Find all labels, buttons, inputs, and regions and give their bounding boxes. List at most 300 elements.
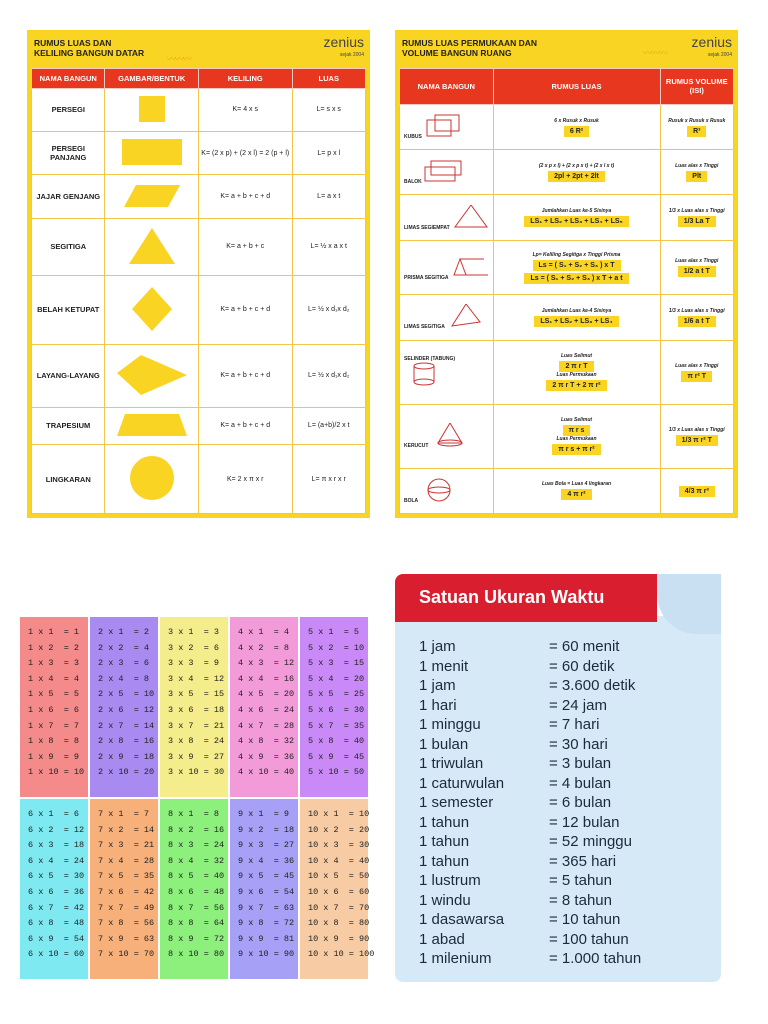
shape-name: PERSEGI PANJANG	[32, 131, 105, 174]
multiplication-row: 6 x 3 = 18	[28, 840, 85, 851]
time-units-title: Satuan Ukuran Waktu	[419, 587, 605, 607]
multiplication-table-3	[160, 617, 228, 797]
formula-box: π r² T	[681, 371, 712, 382]
circle-shape-icon	[105, 445, 199, 514]
flat-shapes-poster	[27, 30, 370, 518]
multiplication-row: 1 x 7 = 7	[28, 720, 80, 731]
parallelogram-shape-icon	[105, 175, 199, 218]
multiplication-table-5	[300, 617, 368, 797]
multiplication-table-4	[230, 617, 298, 797]
surface-formula-cell	[493, 104, 660, 149]
time-unit-name: 1 jam	[419, 638, 456, 655]
time-unit-row	[419, 716, 600, 733]
time-unit-value: = 60 menit	[549, 638, 620, 655]
multiplication-table-9	[230, 799, 298, 979]
table-row	[32, 175, 366, 218]
poster-title: RUMUS LUAS DAN KELILING BANGUN DATAR	[34, 38, 145, 58]
formula-box: 2 π r T + 2 π r²	[546, 380, 606, 391]
header-name: NAMA BANGUN	[400, 69, 494, 105]
poster-header	[395, 30, 738, 68]
brand-logo	[692, 36, 732, 62]
time-unit-row	[419, 638, 620, 655]
area-formula: L= ½ x a x t	[292, 218, 366, 275]
multiplication-row: 3 x 10 = 30	[168, 767, 225, 778]
table-header-row	[400, 69, 734, 105]
time-unit-name: 1 bulan	[419, 735, 469, 753]
multiplication-row: 9 x 2 = 18	[238, 824, 295, 835]
table-row	[32, 344, 366, 407]
rectangle-shape-icon	[105, 131, 199, 174]
multiplication-row: 2 x 4 = 8	[98, 673, 150, 684]
time-unit-name: 1 abad	[419, 930, 465, 948]
multiplication-row: 4 x 3 = 12	[238, 658, 295, 669]
table-row	[400, 195, 734, 240]
surface-formula-cell	[493, 150, 660, 195]
formula-note: 1/3 x Luas alas x Tinggi	[668, 307, 725, 314]
multiplication-row: 2 x 9 = 18	[98, 751, 155, 762]
time-unit-value: = 1.000 tahun	[549, 950, 642, 967]
multiplication-table-7	[90, 799, 158, 979]
solid-name: SELINDER (TABUNG)	[404, 356, 456, 363]
multiplication-row: 1 x 6 = 6	[28, 704, 80, 715]
table-row	[400, 340, 734, 404]
brand-logo	[324, 36, 364, 62]
multiplication-row: 3 x 8 = 24	[168, 736, 225, 747]
multiplication-row: 2 x 10 = 20	[98, 767, 155, 778]
multiplication-row: 2 x 6 = 12	[98, 704, 155, 715]
time-unit-value: = 7 hari	[549, 716, 600, 733]
multiplication-row: 4 x 8 = 32	[238, 736, 295, 747]
time-unit-value: = 100 tahun	[549, 930, 629, 948]
multiplication-row: 5 x 3 = 15	[308, 658, 365, 669]
multiplication-row: 4 x 7 = 28	[238, 720, 295, 731]
solid-name-cell	[400, 340, 494, 404]
time-unit-value: = 6 bulan	[549, 794, 612, 811]
multiplication-row: 8 x 6 = 48	[168, 886, 225, 897]
surface-formula-cell	[493, 340, 660, 404]
wave-decoration-icon: 〰〰〰	[167, 54, 192, 64]
multiplication-row: 3 x 5 = 15	[168, 689, 225, 700]
formula-box: 1/2 a t T	[678, 266, 716, 277]
volume-formula-cell	[660, 468, 733, 513]
formula-box: Plt	[686, 171, 707, 182]
time-unit-name: 1 jam	[419, 677, 456, 694]
solid-name: KERUCUT	[404, 443, 429, 450]
solid-name-cell	[400, 104, 494, 149]
time-unit-row	[419, 813, 620, 831]
multiplication-row: 7 x 7 = 49	[98, 902, 155, 913]
table-row	[32, 131, 366, 174]
time-unit-name: 1 semester	[419, 794, 494, 811]
brand-name: zenius	[691, 34, 732, 50]
multiplication-row: 7 x 5 = 35	[98, 871, 155, 882]
solid-name-cell	[400, 295, 494, 340]
multiplication-row: 6 x 5 = 30	[28, 871, 85, 882]
formula-note: Luas alas x Tinggi	[675, 162, 719, 169]
table-row	[400, 468, 734, 513]
multiplication-row: 7 x 3 = 21	[98, 840, 155, 851]
multiplication-row: 2 x 3 = 6	[98, 658, 150, 669]
multiplication-row: 1 x 9 = 9	[28, 751, 80, 762]
time-unit-row	[419, 852, 617, 870]
time-units-banner	[395, 574, 657, 622]
table-row	[32, 445, 366, 514]
multiplication-row: 5 x 9 = 45	[308, 751, 365, 762]
poster-header	[27, 30, 370, 68]
multiplication-row: 5 x 8 = 40	[308, 736, 365, 747]
multiplication-row: 9 x 7 = 63	[238, 902, 295, 913]
formula-note: Luas alas x Tinggi	[675, 362, 719, 369]
surface-formula-cell	[493, 195, 660, 240]
shape-name: BELAH KETUPAT	[32, 276, 105, 345]
multiplication-row: 8 x 3 = 24	[168, 840, 225, 851]
multiplication-row: 6 x 7 = 42	[28, 902, 85, 913]
time-unit-row	[419, 677, 636, 694]
table-row	[400, 104, 734, 149]
multiplication-row: 2 x 1 = 2	[98, 627, 150, 637]
rhombus-shape-icon	[105, 276, 199, 345]
multiplication-row: 7 x 10 = 70	[98, 949, 155, 960]
multiplication-row: 9 x 3 = 27	[238, 840, 295, 851]
multiplication-row: 3 x 2 = 6	[168, 642, 220, 653]
formula-note: Luas alas x Tinggi	[675, 258, 719, 265]
surface-formula-cell	[493, 295, 660, 340]
time-unit-value: = 3.600 detik	[549, 677, 636, 694]
time-unit-value: = 12 bulan	[549, 813, 620, 831]
time-unit-name: 1 tahun	[419, 833, 470, 850]
formula-note: Luas Permukaan	[556, 436, 597, 443]
kite-shape-icon	[105, 344, 199, 407]
time-unit-name: 1 caturwulan	[419, 774, 505, 792]
cone-icon	[430, 423, 470, 447]
multiplication-row: 9 x 10 = 90	[238, 949, 295, 960]
solid-name: BALOK	[404, 179, 422, 186]
formula-box: 1/6 a t T	[678, 316, 716, 327]
perimeter-formula: K= a + b + c + d	[198, 407, 292, 445]
triangle-shape-icon	[105, 218, 199, 275]
volume-formula-cell	[660, 150, 733, 195]
flat-shapes-table	[31, 68, 366, 514]
multiplication-row: 1 x 5 = 5	[28, 689, 80, 700]
time-unit-value: = 24 jam	[549, 696, 607, 714]
perimeter-formula: K= a + b + c + d	[198, 276, 292, 345]
multiplication-row: 7 x 9 = 63	[98, 933, 155, 944]
cuboid-icon	[423, 159, 463, 183]
multiplication-row: 6 x 10 = 60	[28, 949, 85, 960]
formula-box: 4 π r²	[561, 489, 591, 500]
time-unit-row	[419, 930, 629, 948]
time-unit-value: = 5 tahun	[549, 872, 612, 889]
header-volume: RUMUS VOLUME (ISI)	[660, 69, 733, 105]
multiplication-table-6	[20, 799, 88, 979]
shape-name: JAJAR GENJANG	[32, 175, 105, 218]
perimeter-formula: K= (2 x p) + (2 x l) = 2 (p + l)	[198, 131, 292, 174]
surface-formula-cell	[493, 240, 660, 295]
multiplication-table-2	[90, 617, 158, 797]
formula-box: 6 R²	[564, 126, 589, 137]
multiplication-row: 10 x 1 = 10	[308, 809, 370, 819]
multiplication-row: 3 x 6 = 18	[168, 704, 225, 715]
multiplication-row: 1 x 1 = 1	[28, 627, 80, 637]
table-row	[32, 88, 366, 131]
square-pyramid-icon	[451, 205, 491, 229]
time-unit-row	[419, 950, 642, 967]
formula-note: Luas Selimut	[560, 417, 593, 424]
sphere-icon	[419, 478, 459, 502]
multiplication-row: 9 x 1 = 9	[238, 809, 290, 819]
time-unit-value: = 8 tahun	[549, 891, 612, 909]
formula-note: 6 x Rusuk x Rusuk	[554, 117, 599, 124]
perimeter-formula: K= 4 x s	[198, 88, 292, 131]
multiplication-row: 7 x 6 = 42	[98, 886, 155, 897]
multiplication-row: 3 x 1 = 3	[168, 627, 220, 637]
time-unit-name: 1 hari	[419, 696, 457, 714]
table-header-row	[32, 69, 366, 89]
multiplication-row: 8 x 2 = 16	[168, 824, 225, 835]
area-formula: L= ½ x d₁x d₂	[292, 344, 366, 407]
table-row	[32, 218, 366, 275]
multiplication-table-1	[20, 617, 88, 797]
time-unit-name: 1 milenium	[419, 950, 492, 967]
brand-subtitle: sejak 2004	[707, 52, 732, 58]
formula-box: Ls = ( S₁ + S₂ + S₃ ) x T	[533, 260, 621, 271]
formula-note: 1/3 x Luas alas x Tinggi	[668, 426, 725, 433]
multiplication-row: 9 x 4 = 36	[238, 855, 295, 866]
multiplication-table-8	[160, 799, 228, 979]
multiplication-row: 4 x 1 = 4	[238, 627, 290, 637]
formula-note: Jumlahkan Luas ke-5 Sisinya	[541, 208, 612, 215]
shape-name: PERSEGI	[32, 88, 105, 131]
solid-name-cell	[400, 468, 494, 513]
perimeter-formula: K= 2 x π x r	[198, 445, 292, 514]
multiplication-row: 1 x 10 = 10	[28, 767, 85, 778]
time-unit-value: = 10 tahun	[549, 911, 621, 928]
volume-formula-cell	[660, 340, 733, 404]
multiplication-row: 10 x 7 = 70	[308, 902, 370, 913]
multiplication-row: 5 x 6 = 30	[308, 704, 365, 715]
multiplication-row: 8 x 9 = 72	[168, 933, 225, 944]
header-shape: GAMBAR/BENTUK	[105, 69, 199, 89]
multiplication-row: 3 x 3 = 9	[168, 658, 220, 669]
time-unit-value: = 52 minggu	[549, 833, 632, 850]
perimeter-formula: K= a + b + c	[198, 218, 292, 275]
solid-name: KUBUS	[404, 134, 422, 141]
time-unit-value: = 365 hari	[549, 852, 617, 870]
time-unit-name: 1 windu	[419, 891, 471, 909]
formula-box: 2 π r T	[559, 361, 593, 372]
time-unit-row	[419, 696, 607, 714]
time-unit-row	[419, 872, 612, 889]
multiplication-row: 3 x 7 = 21	[168, 720, 225, 731]
multiplication-row: 7 x 4 = 28	[98, 855, 155, 866]
wave-decoration-icon: 〰〰〰	[643, 48, 668, 58]
time-unit-row	[419, 891, 612, 909]
multiplication-row: 5 x 1 = 5	[308, 627, 360, 637]
multiplication-row: 9 x 9 = 81	[238, 933, 295, 944]
volume-formula-cell	[660, 295, 733, 340]
formula-note: Luas Selimut	[560, 353, 593, 360]
formula-note: Lp= Keliling Segitiga x Tinggi Prisma	[532, 251, 621, 258]
formula-box: LS₁ + LS₂ + LS₃ + LS₄ + LS₅	[524, 216, 628, 227]
multiplication-row: 1 x 8 = 8	[28, 736, 80, 747]
multiplication-row: 6 x 6 = 36	[28, 886, 85, 897]
perimeter-formula: K= a + b + c + d	[198, 344, 292, 407]
multiplication-row: 4 x 9 = 36	[238, 751, 295, 762]
multiplication-row: 5 x 7 = 35	[308, 720, 365, 731]
solid-name: LIMAS SEGITIGA	[404, 324, 445, 331]
header-surface-area: RUMUS LUAS	[493, 69, 660, 105]
multiplication-row: 7 x 2 = 14	[98, 824, 155, 835]
formula-note: Rusuk x Rusuk x Rusuk	[668, 117, 726, 124]
solid-shapes-table	[399, 68, 734, 514]
formula-note: (2 x p x l) + (2 x p x t) + (2 x l x t)	[538, 162, 615, 169]
multiplication-row: 8 x 7 = 56	[168, 902, 225, 913]
multiplication-row: 8 x 8 = 64	[168, 918, 225, 929]
multiplication-row: 6 x 4 = 24	[28, 855, 85, 866]
multiplication-row: 6 x 8 = 48	[28, 918, 85, 929]
multiplication-row: 6 x 1 = 6	[28, 809, 80, 819]
multiplication-row: 10 x 4 = 40	[308, 855, 370, 866]
multiplication-row: 8 x 10 = 80	[168, 949, 225, 960]
multiplication-row: 6 x 2 = 12	[28, 824, 85, 835]
area-formula: L= π x r x r	[292, 445, 366, 514]
multiplication-row: 4 x 10 = 40	[238, 767, 295, 778]
shape-name: LAYANG-LAYANG	[32, 344, 105, 407]
time-unit-row	[419, 657, 615, 675]
table-row	[400, 150, 734, 195]
solid-shapes-poster	[395, 30, 738, 518]
time-units-card	[395, 574, 721, 982]
solid-name: PRISMA SEGITIGA	[404, 274, 449, 281]
formula-box: Ls = ( S₁ + S₂ + S₃ ) x T + a t	[524, 273, 628, 284]
table-row	[32, 276, 366, 345]
multiplication-row: 5 x 10 = 50	[308, 767, 365, 778]
solid-name-cell	[400, 404, 494, 468]
square-shape-icon	[105, 88, 199, 131]
multiplication-tables	[20, 617, 375, 981]
area-formula: L= p x l	[292, 131, 366, 174]
triangular-pyramid-icon	[446, 304, 486, 328]
time-unit-name: 1 menit	[419, 657, 469, 675]
multiplication-row: 1 x 2 = 2	[28, 642, 80, 653]
time-unit-name: 1 tahun	[419, 813, 470, 831]
time-unit-row	[419, 774, 612, 792]
formula-note: Luas Bola = Luas 4 lingkaran	[541, 481, 612, 488]
multiplication-row: 3 x 4 = 12	[168, 673, 225, 684]
cube-icon	[423, 114, 463, 138]
time-unit-value: = 30 hari	[549, 735, 608, 753]
table-row	[400, 295, 734, 340]
area-formula: L= (a+b)/2 x t	[292, 407, 366, 445]
table-row	[400, 404, 734, 468]
volume-formula-cell	[660, 240, 733, 295]
brand-subtitle: sejak 2004	[339, 52, 364, 58]
multiplication-row: 2 x 7 = 14	[98, 720, 155, 731]
multiplication-row: 3 x 9 = 27	[168, 751, 225, 762]
multiplication-row: 7 x 1 = 7	[98, 809, 150, 819]
multiplication-row: 4 x 2 = 8	[238, 642, 290, 653]
multiplication-row: 1 x 3 = 3	[28, 658, 80, 669]
formula-box: π r s + π r²	[552, 444, 600, 455]
formula-box: 1/3 π r² T	[676, 435, 718, 446]
multiplication-row: 1 x 4 = 4	[28, 673, 80, 684]
multiplication-row: 4 x 6 = 24	[238, 704, 295, 715]
formula-note: Jumlahkan Luas ke-4 Sisinya	[541, 307, 612, 314]
perimeter-formula: K= a + b + c + d	[198, 175, 292, 218]
surface-formula-cell	[493, 404, 660, 468]
table-row	[32, 407, 366, 445]
formula-box: R³	[687, 126, 706, 137]
multiplication-row: 5 x 5 = 25	[308, 689, 365, 700]
formula-box: π r s	[563, 425, 591, 436]
triangular-prism-icon	[450, 255, 490, 279]
multiplication-row: 9 x 8 = 72	[238, 918, 295, 929]
time-unit-name: 1 lustrum	[419, 872, 481, 889]
multiplication-row: 5 x 2 = 10	[308, 642, 365, 653]
time-unit-name: 1 dasawarsa	[419, 911, 505, 928]
table-row	[400, 240, 734, 295]
time-unit-name: 1 minggu	[419, 716, 481, 733]
volume-formula-cell	[660, 104, 733, 149]
time-unit-value: = 4 bulan	[549, 774, 612, 792]
formula-box: 1/3 La T	[678, 216, 716, 227]
header-area: LUAS	[292, 69, 366, 89]
multiplication-row: 10 x 9 = 90	[308, 933, 370, 944]
shape-name: SEGITIGA	[32, 218, 105, 275]
solid-name: BOLA	[404, 497, 418, 504]
volume-formula-cell	[660, 195, 733, 240]
multiplication-row: 4 x 5 = 20	[238, 689, 295, 700]
header-perimeter: KELILING	[198, 69, 292, 89]
multiplication-row: 10 x 8 = 80	[308, 918, 370, 929]
shape-name: TRAPESIUM	[32, 407, 105, 445]
brand-name: zenius	[323, 34, 364, 50]
time-unit-row	[419, 911, 621, 928]
time-unit-row	[419, 735, 608, 753]
time-unit-row	[419, 794, 612, 811]
solid-name: LIMAS SEGIEMPAT	[404, 224, 450, 231]
multiplication-row: 2 x 2 = 4	[98, 642, 150, 653]
time-unit-row	[419, 755, 612, 772]
header-name: NAMA BANGUN	[32, 69, 105, 89]
multiplication-row: 8 x 1 = 8	[168, 809, 220, 819]
area-formula: L= ½ x d₁x d₂	[292, 276, 366, 345]
multiplication-row: 10 x 5 = 50	[308, 871, 370, 882]
multiplication-row: 2 x 8 = 16	[98, 736, 155, 747]
time-unit-value: = 60 detik	[549, 657, 615, 675]
multiplication-row: 8 x 5 = 40	[168, 871, 225, 882]
multiplication-row: 4 x 4 = 16	[238, 673, 295, 684]
shape-name: LINGKARAN	[32, 445, 105, 514]
multiplication-row: 2 x 5 = 10	[98, 689, 155, 700]
volume-formula-cell	[660, 404, 733, 468]
solid-name-cell	[400, 150, 494, 195]
solid-name-cell	[400, 240, 494, 295]
formula-box: 2pl + 2pt + 2lt	[548, 171, 605, 182]
multiplication-row: 8 x 4 = 32	[168, 855, 225, 866]
multiplication-row: 9 x 6 = 54	[238, 886, 295, 897]
formula-note: Luas Permukaan	[556, 372, 597, 379]
multiplication-table-10	[300, 799, 375, 979]
multiplication-row: 10 x 2 = 20	[308, 824, 370, 835]
multiplication-row: 6 x 9 = 54	[28, 933, 85, 944]
multiplication-row: 10 x 10 = 100	[308, 949, 375, 960]
formula-note: 1/3 x Luas alas x Tinggi	[668, 208, 725, 215]
time-unit-name: 1 tahun	[419, 852, 470, 870]
trapezoid-shape-icon	[105, 407, 199, 445]
surface-formula-cell	[493, 468, 660, 513]
multiplication-row: 10 x 6 = 60	[308, 886, 370, 897]
